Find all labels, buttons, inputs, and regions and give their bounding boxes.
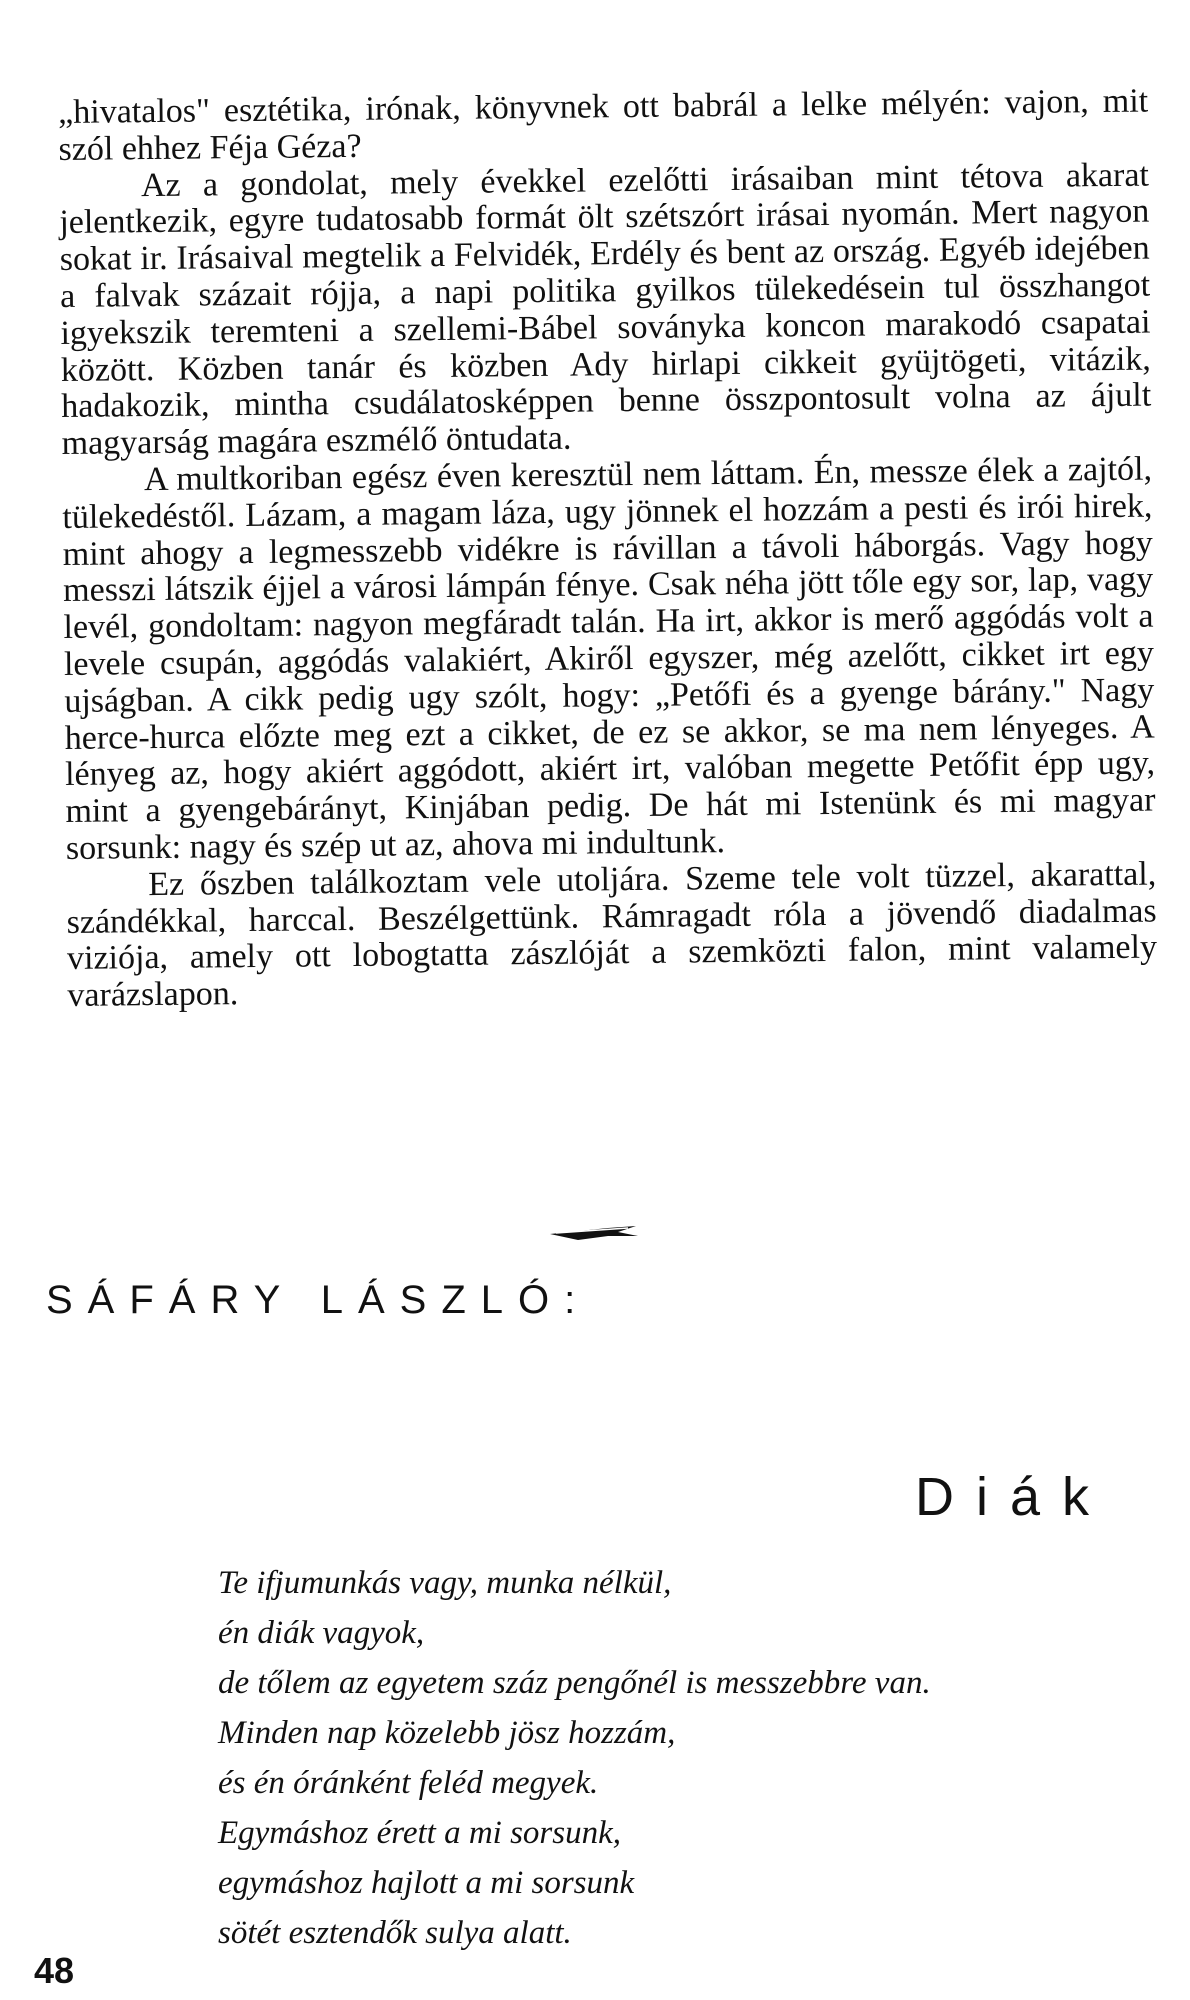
ornament-divider-icon — [548, 1222, 640, 1244]
poem-title: Diák — [915, 1467, 1112, 1527]
prose-paragraph: A multkoriban egész éven keresztül nem láttam. Én, messze élek a zajtól, tülekedéstől. Lázam, a magam láza, ugy jönnek el hozzám a pesti és irói hirek, mint ahogy a legmesszebb vidékre is rávillan a távoli háborgás. Vagy hogy messzi látszik éjjel a városi lámpán fénye. Csak néha jött tőle egy sor, lap, vagy levél, gondoltam: nagyon megfáradt talán. Ha irt, akkor is merő aggódás volt a levele csupán, aggódás valakiért, Akiről egyszer, még azelőtt, cikket irt egy ujságban. A cikk pedig ugy szólt, hogy: „Petőfi és a gyenge bárány." Nagy herce-hurca előzte meg ezt a cikket, de ez se akkor, se ma nem lényeges. A lényeg az, hogy akiért aggódott, akiért irt, valóban megette Petőfit épp ugy, mint a gyengebárányt, Kinjában pedig. De hát mi Istenünk és mi magyar sorsunk: nagy és szép ut az, ahova mi indultunk. — [62, 450, 1156, 867]
poem-line: sötét esztendők sulya alatt. — [218, 1915, 572, 1951]
poem-line: Minden nap közelebb jösz hozzám, — [218, 1715, 676, 1751]
poem-line: Egymáshoz érett a mi sorsunk, — [218, 1815, 621, 1851]
poem-line: én diák vagyok, — [218, 1615, 425, 1651]
poem-line: de tőlem az egyetem száz pengőnél is messzebbre van. — [218, 1665, 931, 1701]
prose-paragraph: Az a gondolat, mely évekkel ezelőtti irásaiban mint tétova akarat jelentkezik, egyre tudatosabb formát ölt szétszórt irásai nyomán. Mert nagyon sokat ir. Irásaival megtelik a Felvidék, Erdély és bent az ország. Egyéb idejében a falvak százait rójja, a napi politika gyilkos tülekedésein tul összhangot igyekszik teremteni a szellemi-Bábel soványka koncon marakodó csapatai között. Közben tanár és közben Ady hirlapi cikkeit gyüjtögeti, vitázik, hadakozik, mintha csudálatosképpen benne összpontosult volna az ájult magyarság magára eszmélő öntudata. — [59, 156, 1152, 463]
prose-body — [58, 84, 1158, 1015]
prose-paragraph: „hivatalos" esztétika, irónak, könyvnek ott babrál a lelke mélyén: vajon, mit szól ehhez Féja Géza? — [57, 82, 1149, 168]
prose-paragraph: Ez őszben találkoztam vele utoljára. Szeme tele volt tüzzel, akarattal, szándékkal, harccal. Beszélgettünk. Rámragadt róla a jövendő diadalmas viziója, amely ott lobogtatta zászlóját a szemközti falon, mint valamely varázslapon. — [66, 855, 1158, 1015]
page-number: 48 — [34, 1950, 75, 1991]
poem-line: egymáshoz hajlott a mi sorsunk — [218, 1865, 635, 1901]
poem-line: Te ifjumunkás vagy, munka nélkül, — [218, 1565, 672, 1601]
poem-line: és én óránként feléd megyek. — [218, 1765, 599, 1801]
author-name: SÁFÁRY LÁSZLÓ: — [46, 1278, 591, 1322]
poem-body — [218, 1558, 931, 1958]
